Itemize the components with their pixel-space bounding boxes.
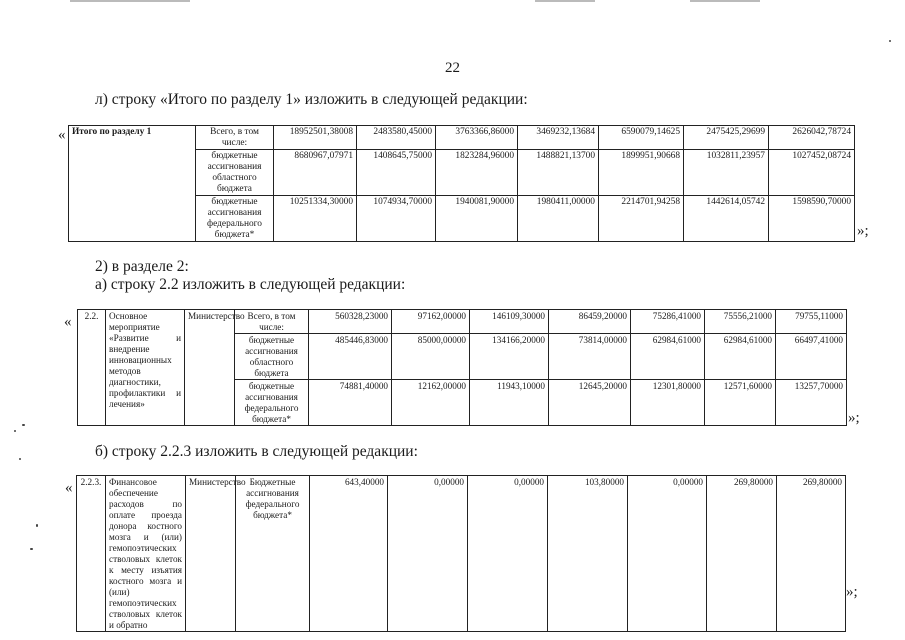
executor: Министерство: [185, 310, 235, 426]
value-cell: 66497,41000: [776, 334, 847, 380]
value-cell: 1408645,75000: [357, 150, 436, 196]
value-cell: 2214701,94258: [599, 196, 684, 242]
value-cell: 560328,23000: [309, 310, 392, 334]
executor: Министерство: [186, 476, 236, 632]
table-row-2-2: [77, 309, 847, 426]
measure-name: Основное мероприятие «Развитие и внедрение инновационных методов диагностики, профилактики и лечения»: [106, 310, 185, 426]
value-cell: 1940081,90000: [436, 196, 518, 242]
measure-name: Финансовое обеспечение расходов по оплате проезда донора костного мозга и (или) гемопоэтических стволовых клеток к месту изъятия костного мозга и (или) гемопоэтических стволовых клеток и обратно: [106, 476, 186, 632]
value-cell: 79755,11000: [776, 310, 847, 334]
funding-source: бюджетные ассигнования федерального бюджета*: [235, 380, 309, 426]
value-cell: 85000,00000: [392, 334, 470, 380]
value-cell: 12162,00000: [392, 380, 470, 426]
value-cell: 6590079,14625: [599, 126, 684, 150]
scan-speck: [22, 424, 25, 426]
value-cell: 0,00000: [468, 476, 548, 632]
value-cell: 8680967,07971: [274, 150, 357, 196]
funding-source: Всего, в том числе:: [235, 310, 309, 334]
table-row: [69, 126, 855, 150]
scan-speck: [30, 548, 33, 550]
close-quote: »;: [848, 410, 860, 426]
funding-source: бюджетные ассигнования федерального бюджета*: [196, 196, 274, 242]
value-cell: 146109,30000: [470, 310, 549, 334]
value-cell: 86459,20000: [549, 310, 631, 334]
value-cell: 134166,20000: [470, 334, 549, 380]
row-number: 2.2.3.: [77, 476, 106, 632]
value-cell: 73814,00000: [549, 334, 631, 380]
value-cell: 1488821,13700: [518, 150, 599, 196]
value-cell: 0,00000: [388, 476, 468, 632]
funding-source: Бюджетные ассигнования федерального бюджета*: [236, 476, 310, 632]
funding-source: бюджетные ассигнования областного бюджета: [196, 150, 274, 196]
scan-edge-mark: [690, 0, 760, 2]
value-cell: 2475425,29699: [684, 126, 769, 150]
value-cell: 97162,00000: [392, 310, 470, 334]
value-cell: 12571,60000: [705, 380, 776, 426]
value-cell: 10251334,30000: [274, 196, 357, 242]
page-number: 22: [445, 60, 460, 76]
value-cell: 1899951,90668: [599, 150, 684, 196]
close-quote: »;: [857, 223, 869, 239]
table-row: [77, 476, 846, 632]
row-label: Итого по разделу 1: [69, 126, 196, 242]
funding-source: бюджетные ассигнования областного бюджета: [235, 334, 309, 380]
paragraph-l: л) строку «Итого по разделу 1» изложить в следующей редакции:: [95, 91, 528, 108]
paragraph-2: 2) в разделе 2:: [95, 258, 189, 275]
value-cell: 1442614,05742: [684, 196, 769, 242]
value-cell: 1823284,96000: [436, 150, 518, 196]
open-quote: «: [65, 480, 73, 496]
open-quote: «: [64, 314, 72, 330]
value-cell: 485446,83000: [309, 334, 392, 380]
value-cell: 269,80000: [777, 476, 846, 632]
value-cell: 269,80000: [707, 476, 777, 632]
scan-speck: [19, 458, 21, 460]
scan-edge-mark: [70, 0, 190, 2]
row-number: 2.2.: [78, 310, 106, 426]
value-cell: 2626042,78724: [769, 126, 855, 150]
value-cell: 103,80000: [548, 476, 628, 632]
value-cell: 0,00000: [628, 476, 707, 632]
funding-source: Всего, в том числе:: [196, 126, 274, 150]
value-cell: 1027452,08724: [769, 150, 855, 196]
value-cell: 1980411,00000: [518, 196, 599, 242]
value-cell: 643,40000: [310, 476, 388, 632]
value-cell: 75286,41000: [631, 310, 705, 334]
open-quote: «: [58, 127, 66, 143]
value-cell: 75556,21000: [705, 310, 776, 334]
table-total-section-1: [68, 125, 855, 242]
scan-edge-mark: [535, 0, 595, 2]
table-row-2-2-3: [76, 475, 846, 632]
scan-speck: [889, 40, 891, 42]
value-cell: 11943,10000: [470, 380, 549, 426]
value-cell: 12301,80000: [631, 380, 705, 426]
value-cell: 18952501,38008: [274, 126, 357, 150]
scan-speck: [14, 430, 16, 432]
value-cell: 1598590,70000: [769, 196, 855, 242]
value-cell: 2483580,45000: [357, 126, 436, 150]
value-cell: 12645,20000: [549, 380, 631, 426]
value-cell: 1032811,23957: [684, 150, 769, 196]
value-cell: 1074934,70000: [357, 196, 436, 242]
value-cell: 62984,61000: [631, 334, 705, 380]
value-cell: 3763366,86000: [436, 126, 518, 150]
value-cell: 62984,61000: [705, 334, 776, 380]
paragraph-2b: б) строку 2.2.3 изложить в следующей редакции:: [95, 443, 418, 460]
close-quote: »;: [846, 584, 858, 600]
value-cell: 74881,40000: [309, 380, 392, 426]
value-cell: 13257,70000: [776, 380, 847, 426]
paragraph-2a: а) строку 2.2 изложить в следующей редакции:: [95, 276, 406, 293]
scan-speck: [36, 524, 38, 527]
value-cell: 3469232,13684: [518, 126, 599, 150]
table-row: [78, 310, 847, 334]
